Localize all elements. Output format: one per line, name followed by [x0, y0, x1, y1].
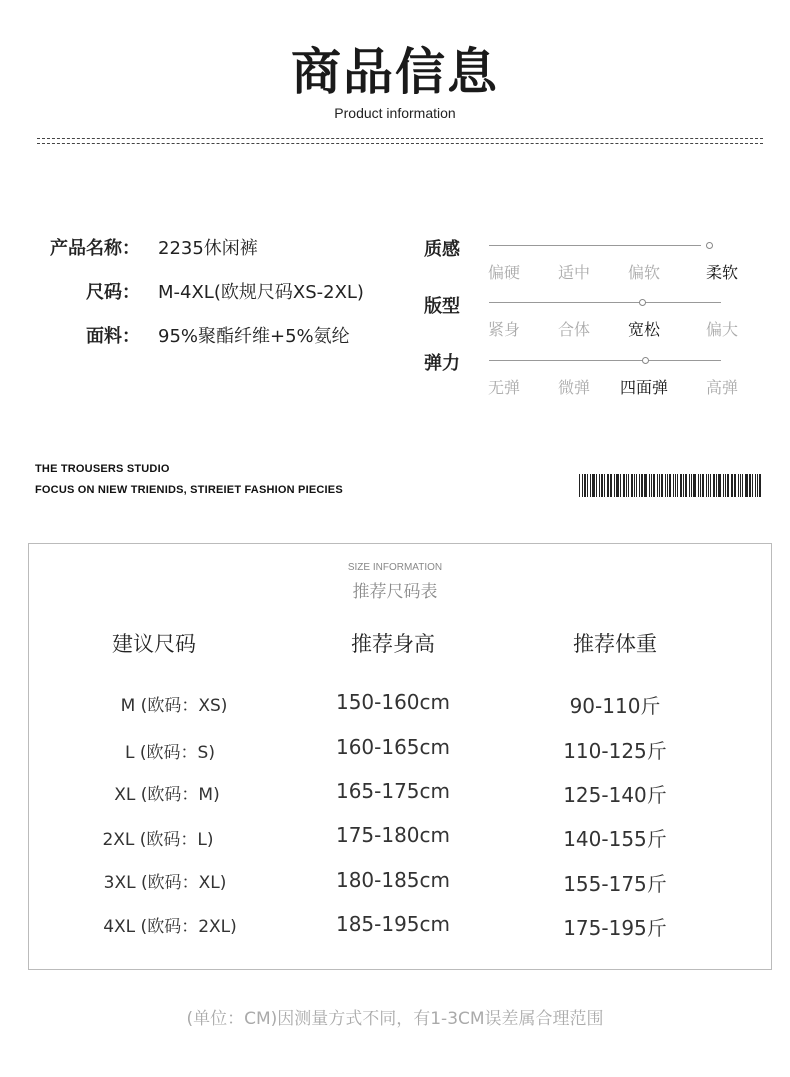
height-cell: 175-180cm — [335, 823, 451, 847]
barcode-graphic — [579, 474, 763, 497]
attribute-scale-line — [489, 360, 721, 361]
measurement-footnote: (单位：CM)因测量方式不同，有1-3CM误差属合理范围 — [186, 1009, 604, 1029]
size-table-title: 推荐尺码表 — [352, 582, 438, 602]
info-value: 2235休闲裤 — [158, 238, 258, 259]
height-cell: 150-160cm — [335, 690, 451, 714]
weight-cell: 155-175斤 — [563, 872, 667, 896]
attribute-option: 偏大 — [705, 320, 738, 339]
weight-cell: 125-140斤 — [563, 783, 667, 807]
weight-cell: 90-110斤 — [569, 694, 661, 718]
height-cell: 165-175cm — [335, 779, 451, 803]
attribute-marker — [639, 299, 646, 306]
weight-cell: 140-155斤 — [563, 827, 667, 851]
attribute-scale-line — [489, 302, 721, 303]
size-cell: L (欧码：S) — [125, 743, 215, 763]
attribute-option: 偏硬 — [487, 263, 520, 282]
size-cell: M (欧码：XS) — [120, 696, 228, 716]
page-subtitle: Product information — [334, 105, 456, 121]
column-header-weight: 推荐体重 — [573, 632, 657, 656]
brand-line-1: THE TROUSERS STUDIO — [35, 463, 170, 475]
height-cell: 185-195cm — [335, 912, 451, 936]
attribute-option: 偏软 — [627, 263, 660, 282]
weight-cell: 110-125斤 — [563, 739, 667, 763]
attribute-option: 高弹 — [705, 378, 738, 397]
size-cell: 2XL (欧码：L) — [102, 830, 214, 850]
attribute-label: 质感 — [424, 239, 460, 260]
size-cell: XL (欧码：M) — [114, 785, 220, 805]
divider — [37, 138, 763, 144]
size-cell: 3XL (欧码：XL) — [103, 873, 227, 893]
info-value: M-4XL(欧规尺码XS-2XL) — [158, 282, 364, 303]
height-cell: 160-165cm — [335, 735, 451, 759]
attribute-marker — [706, 242, 713, 249]
info-value: 95%聚酯纤维+5%氨纶 — [158, 326, 350, 347]
attribute-option: 合体 — [557, 320, 590, 339]
page-title: 商品信息 — [291, 43, 499, 101]
brand-line-2: FOCUS ON NIEW TRIENIDS, STIREIET FASHION PIECIES — [35, 484, 343, 496]
info-label: 面料： — [86, 326, 140, 347]
info-label: 尺码： — [86, 282, 140, 303]
attribute-option: 无弹 — [487, 378, 520, 397]
info-label: 产品名称： — [50, 238, 140, 259]
weight-cell: 175-195斤 — [563, 916, 667, 940]
column-header-height: 推荐身高 — [351, 632, 435, 656]
size-cell: 4XL (欧码：2XL) — [103, 917, 237, 937]
height-cell: 180-185cm — [335, 868, 451, 892]
attribute-option: 微弹 — [557, 378, 590, 397]
attribute-marker — [642, 357, 649, 364]
attribute-label: 弹力 — [424, 353, 460, 374]
attribute-option: 紧身 — [487, 320, 520, 339]
size-table-title-en: SIZE INFORMATION — [347, 562, 443, 573]
attribute-option-selected: 四面弹 — [619, 378, 668, 397]
column-header-size: 建议尺码 — [112, 632, 196, 656]
attribute-scale-line — [489, 245, 701, 246]
attribute-option-selected: 柔软 — [705, 263, 738, 282]
attribute-option-selected: 宽松 — [627, 320, 660, 339]
attribute-option: 适中 — [557, 263, 590, 282]
attribute-label: 版型 — [424, 296, 460, 317]
